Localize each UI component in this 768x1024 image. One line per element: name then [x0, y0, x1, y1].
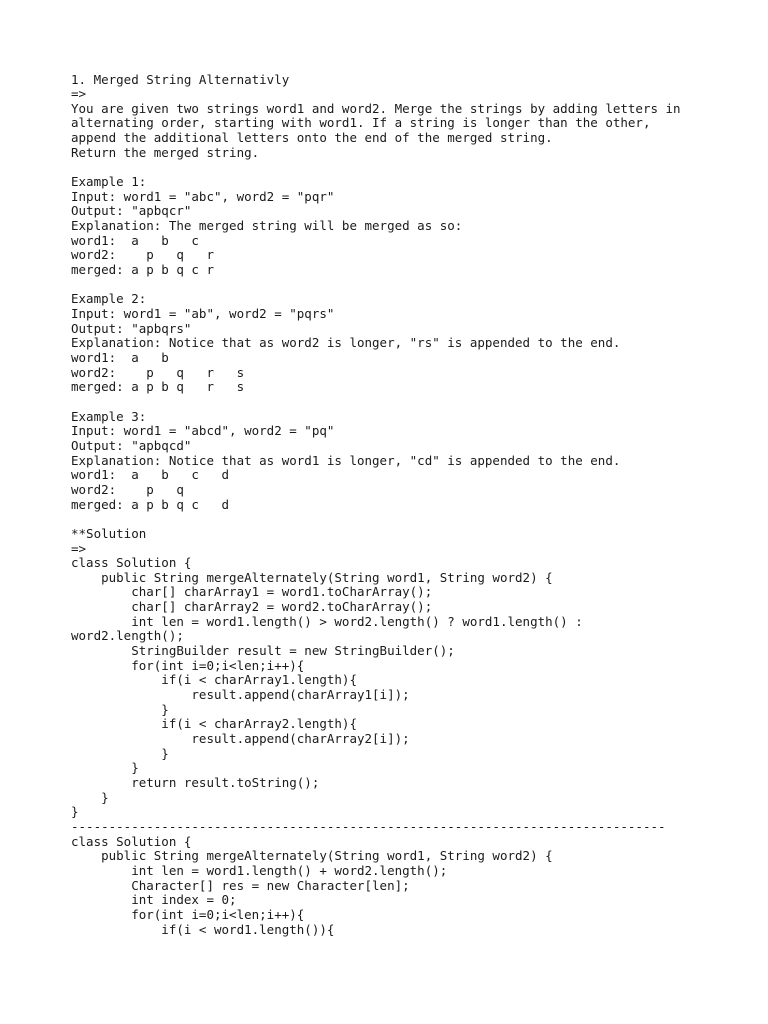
document-text: 1. Merged String Alternativly => You are given two strings word1 and word2. Merge the strings by adding letters in alternating order, starting with word1. If a string is longer than the other, append the additional letters onto the end of the merged string. Return the merged string. Example 1: Input: word1 = "abc", word2 = "pqr" Output: "apbqcr" Explanation: The merged string will be merged as so: word1: a b c word2: p q r merged: a p b q c r Example 2: Input: word1 = "ab", word2 = "pqrs" Output: "apbqrs" Explanation: Notice that as word2 is longer, "rs" is appended to the end. word1: a b word2: p q r s merged: a p b q r s Example 3: Input: word1 = "abcd", word2 = "pq" Output: "apbqcd" Explanation: Notice that as word1 is longer, "cd" is appended to the end. word1: a b c d word2: p q merged: a p b q c d **Solution => class Solution { public String mergeAlternately(String word1, String word2) { char[] charArray1 = word1.toCharArray(); char[] charArray2 = word2.toCharArray(); int len = word1.length() > word2.length() ? word1.length() : word2.length(); StringBuilder result = new StringBuilder(); for(int i=0;i<len;i++){ if(i < charArray1.length){ result.append(charArray1[i]); } if(i < charArray2.length){ result.append(charArray2[i]); } } return result.toString(); } } ------------------------------------------------------------------------------- class Solution { public String mergeAlternately(String word1, String word2) { int len = word1.length() + word2.length(); Character[] res = new Character[len]; int index = 0; for(int i=0;i<len;i++){ if(i < word1.length()){ [71, 71, 681, 937]
